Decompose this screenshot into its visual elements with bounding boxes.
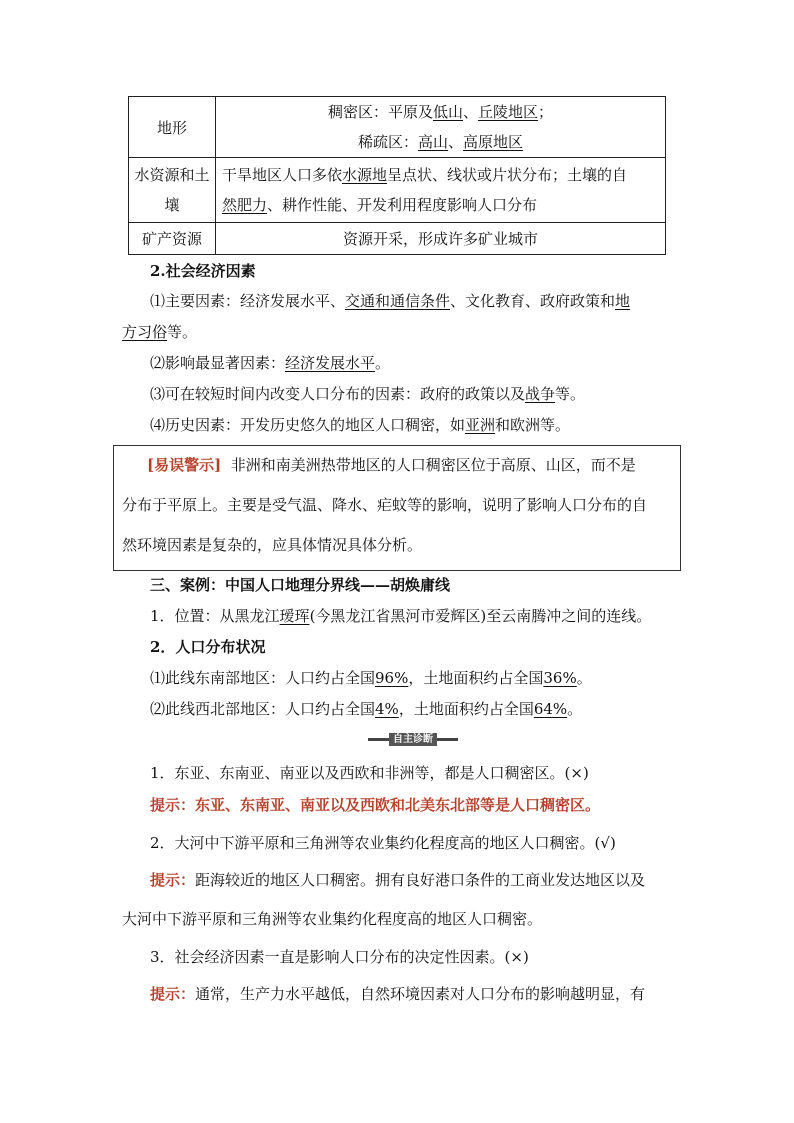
table-row-water-soil (129, 158, 666, 223)
case-item-1: 1．位置：从黑龙江瑷珲(今黑龙江省黑河市爱辉区)至云南腾冲之间的连线。 (150, 607, 652, 625)
question-1: 1．东亚、东南亚、南亚以及西欧和非洲等，都是人口稠密区。(×) (150, 764, 589, 782)
terrain-dense-line: 稠密区：平原及低山、丘陵地区； (327, 103, 554, 121)
social-item-4: ⑷历史因素：开发历史悠久的地区人口稠密，如亚洲和欧洲等。 (150, 416, 571, 434)
badge-right-bar (437, 738, 458, 741)
hint-1: 提示：东亚、东南亚、南亚以及西欧和北美东北部等是人口稠密区。 (150, 796, 601, 814)
table-header-cell: 地形 (129, 97, 216, 158)
self-diagnosis-badge (368, 732, 458, 746)
warning-line-2: 分布于平原上。主要是受气温、降水、疟蚊等的影响，说明了影响人口分布的自 (122, 496, 648, 514)
question-2: 2．大河中下游平原和三角洲等农业集约化程度高的地区人口稠密。(√) (150, 834, 616, 852)
hint-2-cont: 大河中下游平原和三角洲等农业集约化程度高的地区人口稠密。 (122, 910, 543, 928)
social-item-1: ⑴主要因素：经济发展水平、交通和通信条件、文化教育、政府政策和地 (150, 292, 631, 310)
case-item-2-1: ⑴此线东南部地区：人口约占全国96%，土地面积约占全国36%。 (150, 669, 592, 687)
warning-line-1: [易误警示] 非洲和南美洲热带地区的人口稠密区位于高原、山区，而不是 (147, 456, 636, 474)
natural-factors-table (128, 96, 666, 255)
table-row-terrain (129, 97, 666, 158)
case-item-2: 2．人口分布状况 (150, 638, 266, 656)
question-3: 3．社会经济因素一直是影响人口分布的决定性因素。(×) (150, 948, 529, 966)
water-soil-line-2: 然肥力、耕作性能、开发利用程度影响人口分布 (222, 196, 538, 214)
hint-3: 提示：通常，生产力水平越低，自然环境因素对人口分布的影响越明显，有 (150, 985, 646, 1003)
table-content-cell (216, 158, 666, 223)
case-item-2-2: ⑵此线西北部地区：人口约占全国4%，土地面积约占全国64%。 (150, 700, 583, 718)
case-heading: 三、案例：中国人口地理分界线——胡焕庸线 (150, 576, 451, 594)
hint-2: 提示：距海较近的地区人口稠密。拥有良好港口条件的工商业发达地区以及 (150, 871, 646, 889)
water-soil-line-1: 干旱地区人口多依水源地呈点状、线状或片状分布；土壤的自 (222, 166, 628, 184)
social-factors-heading: 2.社会经济因素 (150, 262, 256, 280)
badge-label: 自主诊断 (389, 733, 437, 746)
warning-tag: [易误警示] (147, 456, 222, 474)
social-item-2: ⑵影响最显著因素：经济发展水平。 (150, 354, 391, 372)
warning-box (113, 445, 681, 571)
table-row-minerals (129, 223, 666, 255)
social-item-3: ⑶可在较短时间内改变人口分布的因素：政府的政策以及战争等。 (150, 385, 586, 403)
table-header-cell: 水资源和土 壤 (129, 158, 216, 223)
badge-left-bar (368, 738, 389, 741)
table-content-cell (216, 97, 666, 158)
table-content-cell: 资源开采，形成许多矿业城市 (216, 223, 666, 255)
table-header-cell: 矿产资源 (129, 223, 216, 255)
warning-line-3: 然环境因素是复杂的，应具体情况具体分析。 (122, 536, 423, 554)
social-item-1-cont: 方习俗等。 (122, 323, 198, 341)
terrain-sparse-line: 稀疏区：高山、高原地区 (357, 133, 524, 151)
